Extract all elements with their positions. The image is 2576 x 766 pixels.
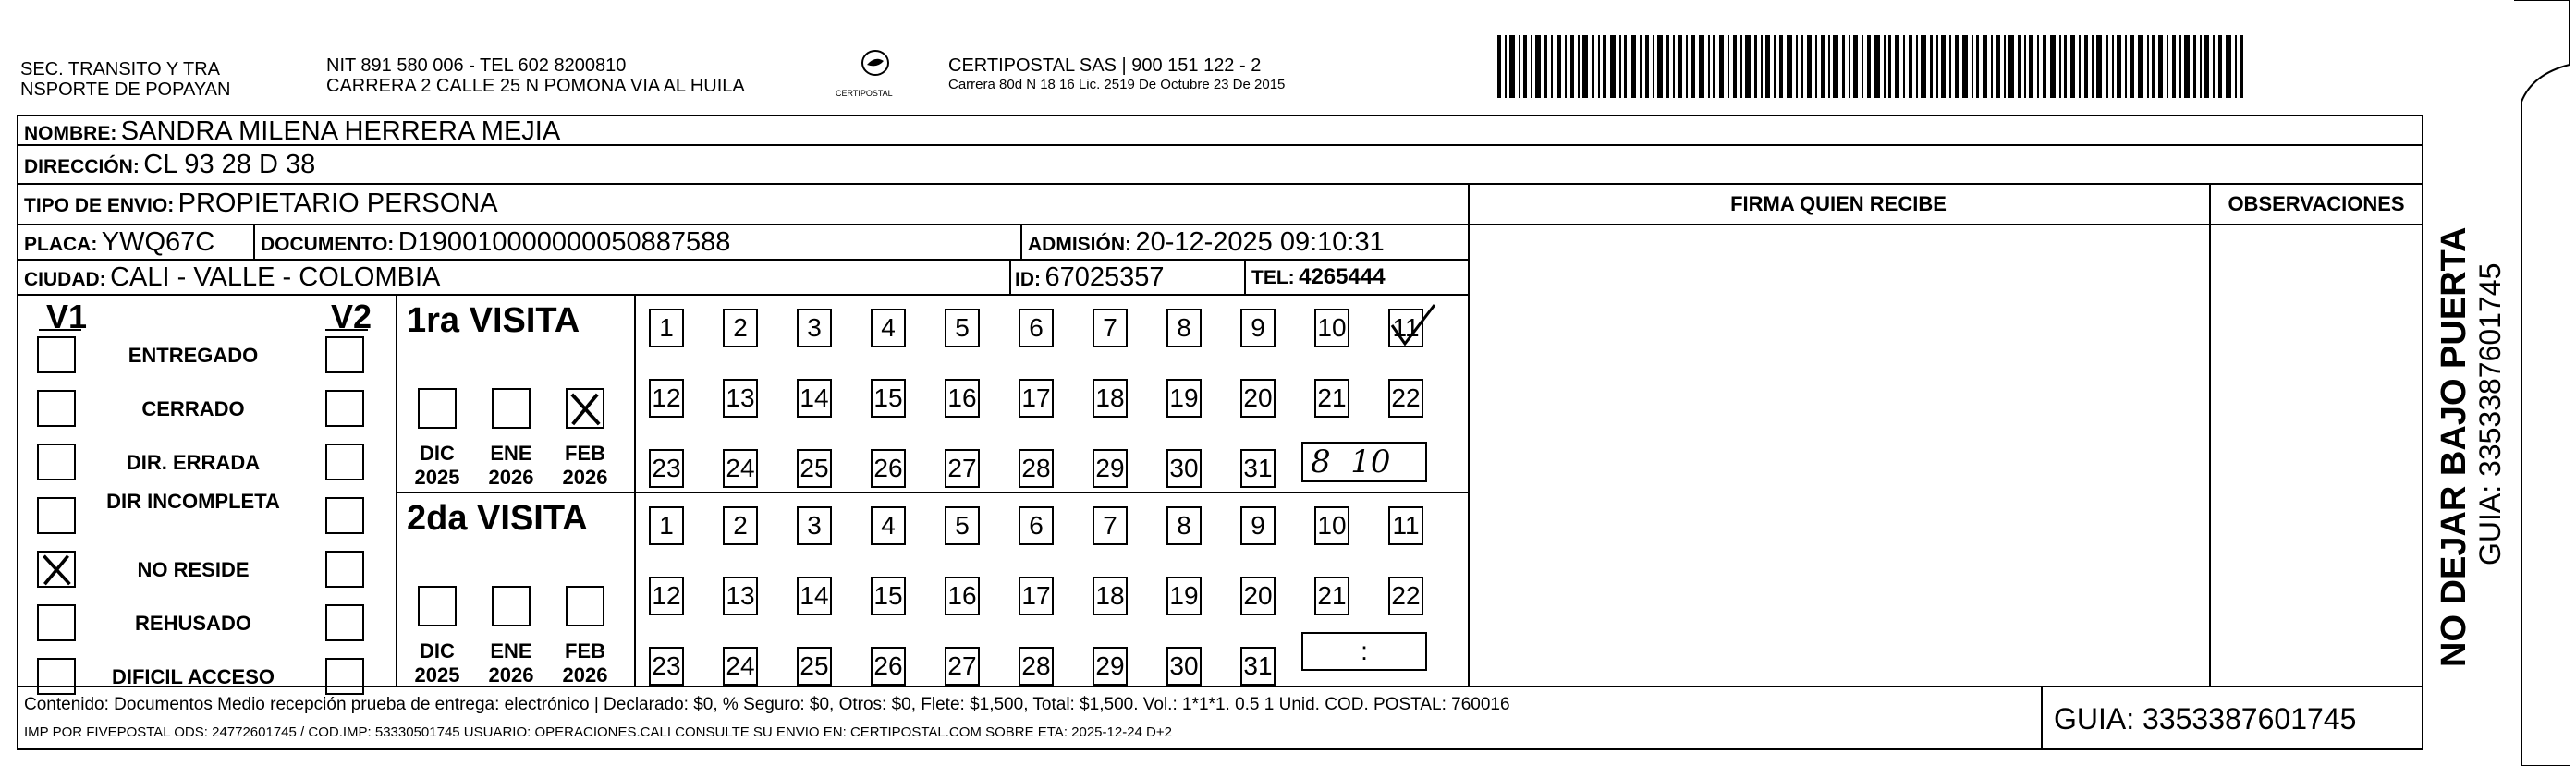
col-divider [634,294,636,686]
col-divider [1020,224,1022,259]
v2-underline [325,329,368,331]
status-label: DIR INCOMPLETA [106,490,280,513]
v1-label: V1 [46,298,88,335]
day-box[interactable]: 14 [797,379,832,418]
day-box[interactable]: 19 [1166,577,1202,615]
month-checkbox[interactable] [492,586,531,626]
day-box[interactable]: 19 [1166,379,1202,418]
col-divider [1468,183,1470,686]
day-box[interactable]: 17 [1019,379,1054,418]
day-box[interactable]: 28 [1019,449,1054,488]
col-divider [1244,259,1246,294]
sender-nit: NIT 891 580 006 - TEL 602 8200810 [326,55,627,76]
placa-row [24,227,214,258]
day-box[interactable]: 13 [723,577,758,615]
documento-row [261,227,730,258]
day-box[interactable]: 24 [723,449,758,488]
carrier-name: CERTIPOSTAL SAS | 900 151 122 - 2 [948,55,1262,76]
nombre-row [24,116,560,147]
day-box[interactable]: 20 [1240,577,1276,615]
sender-org-line1: SEC. TRANSITO Y TRA [20,59,220,79]
month-name: FEB [565,442,605,465]
sender-address: CARRERA 2 CALLE 25 N POMONA VIA AL HUILA [326,76,745,96]
month-year: 2025 [414,466,460,489]
day-box[interactable]: 26 [871,449,906,488]
sender-contact [326,55,745,96]
tel-value: 4265444 [1299,264,1386,289]
tel-row [1251,264,1386,290]
barcode [1497,35,2246,98]
placa-label: PLACA: [24,234,98,255]
firma-label: FIRMA QUIEN RECIBE [1730,192,1947,215]
row-divider [17,224,1468,225]
ciudad-row [24,262,440,293]
day-box[interactable]: 17 [1019,577,1054,615]
row-divider [2209,224,2423,225]
day-box[interactable]: 30 [1166,449,1202,488]
day-box[interactable]: 14 [797,577,832,615]
admision-row [1028,227,1385,258]
day-box[interactable]: 21 [1314,577,1349,615]
v2-checkbox[interactable] [325,336,364,373]
day-box[interactable]: 31 [1240,647,1276,686]
month-name: DIC [420,442,455,465]
month-name: DIC [420,639,455,663]
status-label: REHUSADO [135,612,251,635]
col-divider [396,294,397,686]
id-row [1015,262,1164,293]
day-box[interactable]: 16 [945,379,980,418]
month-name: ENE [490,442,532,465]
month-checkbox[interactable] [418,388,457,429]
day-box[interactable]: 13 [723,379,758,418]
day-box[interactable]: 4 [871,309,906,347]
first-visit-title: 1ra VISITA [407,301,580,340]
month-year: 2026 [488,663,534,687]
tel-label: TEL: [1251,267,1295,288]
day-box[interactable]: 27 [945,449,980,488]
certipostal-logo-icon [852,48,898,85]
nombre-value: SANDRA MILENA HERRERA MEJIA [120,116,561,146]
carrier-license: Carrera 80d N 18 16 Lic. 2519 De Octubre 23 De 2015 [948,77,1286,92]
month-year: 2026 [488,466,534,489]
day-box[interactable]: 8 [1166,309,1202,347]
month-label [483,639,539,687]
row-divider [17,294,1468,296]
v2-checkbox[interactable] [325,658,364,695]
day-box[interactable]: 9 [1240,309,1276,347]
day-box[interactable]: 8 [1166,506,1202,545]
day-box[interactable]: 30 [1166,647,1202,686]
tipo-envio-value: PROPIETARIO PERSONA [177,188,498,218]
v1-checkbox[interactable] [37,551,76,588]
documento-label: DOCUMENTO: [261,234,395,255]
v2-checkbox[interactable] [325,551,364,588]
v1-checkbox[interactable] [37,336,76,373]
envelope-edge [2514,0,2576,766]
month-label [557,442,613,490]
day-box[interactable]: 11 [1388,506,1423,545]
day-box[interactable]: 24 [723,647,758,686]
tipo-envio-row [24,188,498,219]
admision-value: 20-12-2025 09:10:31 [1135,227,1385,257]
day-box[interactable]: 10 [1314,309,1349,347]
sender-org [20,59,230,100]
status-label: DIFICIL ACCESO [111,665,275,688]
day-box[interactable]: 11 [1388,309,1423,347]
day-box[interactable]: 16 [945,577,980,615]
direccion-value: CL 93 28 D 38 [143,150,316,179]
side-warning: NO DEJAR BAJO PUERTA [2435,226,2473,667]
day-box[interactable]: 7 [1093,506,1128,545]
month-year: 2026 [562,663,608,687]
day-box[interactable]: 3 [797,506,832,545]
ciudad-label: CIUDAD: [24,269,106,290]
day-box[interactable]: 22 [1388,577,1423,615]
month-checkbox[interactable] [418,586,457,626]
v1-checkbox[interactable] [37,497,76,534]
row-divider [17,259,1468,261]
month-checkbox[interactable] [566,586,604,626]
v2-checkbox[interactable] [325,497,364,534]
col-divider [2041,686,2043,750]
day-box[interactable]: 5 [945,309,980,347]
day-box[interactable]: 31 [1240,449,1276,488]
row-divider [17,183,2423,185]
day-box[interactable]: 6 [1019,309,1054,347]
nombre-label: NOMBRE: [24,123,117,144]
id-value: 67025357 [1044,262,1165,292]
status-label: NO RESIDE [137,558,250,581]
v2-checkbox[interactable] [325,390,364,427]
imp-text: IMP POR FIVEPOSTAL ODS: 24772601745 / COD.IMP: 53330501745 USUARIO: OPERACIONES.CALI CONSULTE SU ENVIO EN: CERTIPOSTAL.COM SOBRE ETA: 2025-12-24 D+2 [24,724,1172,740]
direccion-label: DIRECCIÓN: [24,156,140,177]
second-visit-time-box[interactable]: : [1301,632,1427,671]
day-box[interactable]: 27 [945,647,980,686]
day-box[interactable]: 23 [649,449,684,488]
day-box[interactable]: 20 [1240,379,1276,418]
observaciones-label: OBSERVACIONES [2228,192,2405,215]
day-box[interactable]: 29 [1093,647,1128,686]
day-box[interactable]: 10 [1314,506,1349,545]
footer-guia: GUIA: 3353387601745 [2054,702,2357,736]
row-divider [17,686,2423,687]
month-checkbox[interactable] [566,388,604,429]
v1-checkbox[interactable] [37,604,76,641]
col-divider [1009,259,1011,294]
row-divider [1468,224,2209,225]
day-box[interactable]: 29 [1093,449,1128,488]
carrier-info [948,55,1285,94]
day-box[interactable]: 2 [723,506,758,545]
v1-underline [39,329,81,331]
sender-org-line2: NSPORTE DE POPAYAN [20,79,231,100]
first-visit-time-box[interactable]: 8 10 [1301,442,1427,482]
month-label [409,639,465,687]
day-box[interactable]: 7 [1093,309,1128,347]
day-box[interactable]: 4 [871,506,906,545]
day-box[interactable]: 25 [797,647,832,686]
documento-value: D190010000000050887588 [397,227,731,257]
month-name: FEB [565,639,605,663]
day-box[interactable]: 21 [1314,379,1349,418]
month-name: ENE [490,639,532,663]
day-box[interactable]: 12 [649,577,684,615]
certipostal-logo-text: CERTIPOSTAL [836,89,893,98]
row-divider [396,492,1468,493]
month-label [409,442,465,490]
status-label: DIR. ERRADA [126,451,261,474]
day-box[interactable]: 28 [1019,647,1054,686]
month-year: 2026 [562,466,608,489]
month-label [483,442,539,490]
side-guia: GUIA: 3353387601745 [2473,262,2507,565]
day-box[interactable]: 18 [1093,577,1128,615]
day-box[interactable]: 9 [1240,506,1276,545]
month-checkbox[interactable] [492,388,531,429]
day-box[interactable]: 26 [871,647,906,686]
col-divider [253,224,255,259]
placa-value: YWQ67C [101,227,215,257]
day-box[interactable]: 23 [649,647,684,686]
day-box[interactable]: 2 [723,309,758,347]
tipo-envio-label: TIPO DE ENVIO: [24,195,175,216]
day-box[interactable]: 1 [649,309,684,347]
ciudad-value: CALI - VALLE - COLOMBIA [110,262,441,292]
day-box[interactable]: 15 [871,577,906,615]
day-box[interactable]: 3 [797,309,832,347]
status-label: CERRADO [141,397,245,420]
col-divider [2209,183,2211,686]
day-box[interactable]: 12 [649,379,684,418]
admision-label: ADMISIÓN: [1028,234,1131,255]
day-box[interactable]: 22 [1388,379,1423,418]
id-label: ID: [1015,269,1041,290]
second-visit-title: 2da VISITA [407,499,588,538]
day-box[interactable]: 15 [871,379,906,418]
status-label: ENTREGADO [128,344,259,367]
day-box[interactable]: 25 [797,449,832,488]
v1-checkbox[interactable] [37,658,76,695]
month-year: 2025 [414,663,460,687]
contenido-text: Contenido: Documentos Medio recepción prueba de entrega: electrónico | Declarado: $0, % Seguro: $0, Otros: $0, Flete: $1,500, Total: $1,500. Vol.: 1*1*1. 0.5 1 Unid. COD. POSTAL: 760016 [24,695,1510,714]
day-box[interactable]: 5 [945,506,980,545]
v2-checkbox[interactable] [325,444,364,480]
month-label [557,639,613,687]
day-box[interactable]: 18 [1093,379,1128,418]
direccion-row [24,150,315,180]
v2-checkbox[interactable] [325,604,364,641]
day-box[interactable]: 1 [649,506,684,545]
v1-checkbox[interactable] [37,390,76,427]
v1-checkbox[interactable] [37,444,76,480]
day-box[interactable]: 6 [1019,506,1054,545]
v2-label: V2 [331,298,372,335]
